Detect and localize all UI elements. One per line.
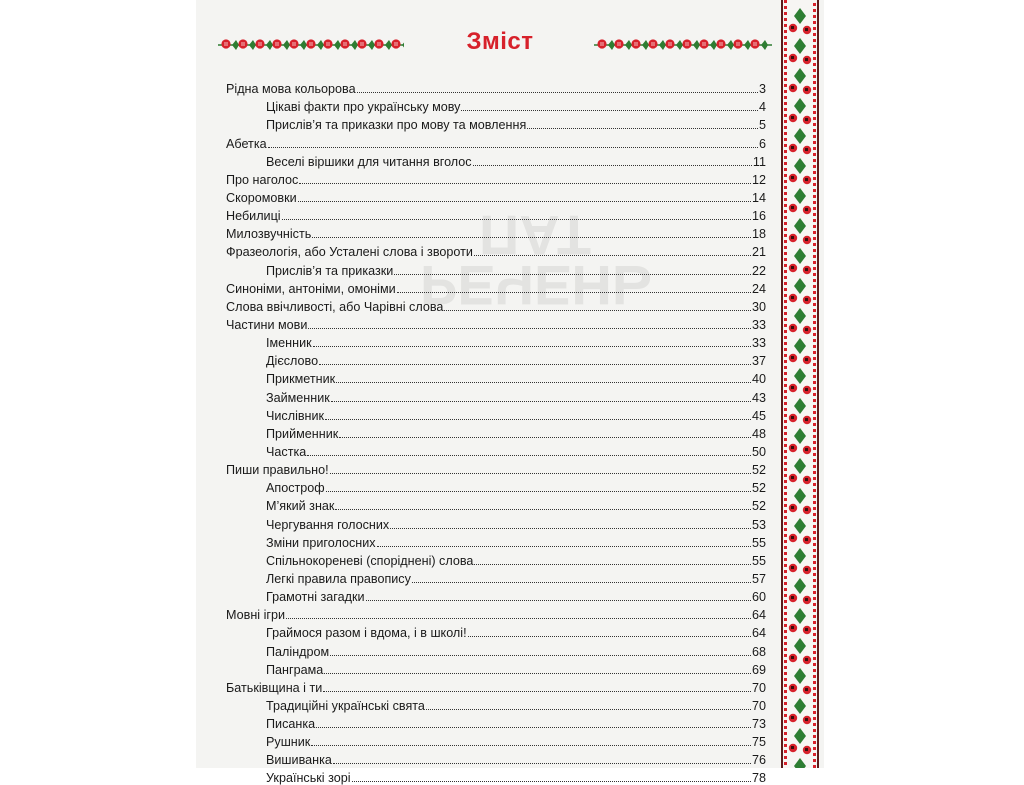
toc-entry-title: Цікаві факти про українську мову bbox=[266, 100, 461, 115]
toc-entry-page: 52 bbox=[751, 499, 766, 514]
toc-entry-page: 78 bbox=[751, 771, 766, 785]
toc-entry-title: Частини мови bbox=[226, 317, 308, 332]
toc-entry bbox=[226, 151, 766, 169]
toc-entry-title: Про наголос bbox=[226, 172, 299, 187]
dot-leader bbox=[298, 201, 751, 202]
toc-entry-page: 68 bbox=[751, 644, 766, 659]
toc-entry bbox=[226, 169, 766, 187]
toc-entry-page: 75 bbox=[751, 735, 766, 750]
toc-entry-page: 33 bbox=[751, 336, 766, 351]
dot-leader bbox=[426, 709, 751, 710]
toc-entry bbox=[226, 96, 766, 114]
toc-entry bbox=[226, 677, 766, 695]
toc-entry-page: 18 bbox=[751, 227, 766, 242]
toc-entry-page: 21 bbox=[751, 245, 766, 260]
toc-entry-title: Рушник bbox=[266, 735, 311, 750]
dot-leader bbox=[308, 328, 751, 329]
toc-entry-page: 52 bbox=[751, 481, 766, 496]
toc-entry-title: Прийменник bbox=[266, 426, 339, 441]
toc-entry-title: Іменник bbox=[266, 336, 312, 351]
dot-leader bbox=[474, 255, 751, 256]
toc-entry-page: 3 bbox=[758, 82, 766, 97]
dot-leader bbox=[444, 310, 751, 311]
toc-entry bbox=[226, 731, 766, 749]
toc-entry-title: Займенник bbox=[266, 390, 330, 405]
toc-entry bbox=[226, 205, 766, 223]
toc-entry-page: 64 bbox=[751, 626, 766, 641]
toc-entry-title: Традиційні українські свята bbox=[266, 698, 425, 713]
toc-entry-title: Легкі правила правопису bbox=[266, 571, 411, 586]
toc-entry-title: Рідна мова кольорова bbox=[226, 82, 356, 97]
embroidery-border-ornament bbox=[780, 0, 820, 768]
table-of-contents bbox=[226, 78, 766, 785]
dot-leader bbox=[312, 237, 751, 238]
toc-entry-page: 52 bbox=[751, 463, 766, 478]
dot-leader bbox=[286, 618, 751, 619]
toc-entry-page: 43 bbox=[751, 390, 766, 405]
toc-entry bbox=[226, 713, 766, 731]
toc-entry bbox=[226, 241, 766, 259]
toc-entry bbox=[226, 259, 766, 277]
dot-leader bbox=[339, 437, 751, 438]
toc-entry-page: 76 bbox=[751, 753, 766, 768]
toc-entry-page: 55 bbox=[751, 535, 766, 550]
toc-entry-title: Панграма bbox=[266, 662, 324, 677]
toc-entry bbox=[226, 640, 766, 658]
toc-entry bbox=[226, 296, 766, 314]
dot-leader bbox=[282, 219, 751, 220]
toc-entry bbox=[226, 495, 766, 513]
toc-entry-title: Грамотні загадки bbox=[266, 590, 365, 605]
dot-leader bbox=[299, 183, 751, 184]
toc-entry-page: 60 bbox=[751, 590, 766, 605]
toc-entry-page: 14 bbox=[751, 190, 766, 205]
dot-leader bbox=[331, 401, 751, 402]
dot-leader bbox=[325, 419, 751, 420]
toc-entry-page: 33 bbox=[751, 317, 766, 332]
toc-entry bbox=[226, 314, 766, 332]
toc-entry bbox=[226, 749, 766, 767]
toc-entry-title: Частка bbox=[266, 444, 307, 459]
toc-entry bbox=[226, 350, 766, 368]
dot-leader bbox=[390, 528, 751, 529]
toc-entry-page: 57 bbox=[751, 571, 766, 586]
dot-leader bbox=[468, 636, 751, 637]
toc-entry-title: Вишиванка bbox=[266, 753, 332, 768]
toc-entry-page: 45 bbox=[751, 408, 766, 423]
dot-leader bbox=[319, 364, 751, 365]
toc-entry bbox=[226, 132, 766, 150]
toc-entry-title: Милозвучність bbox=[226, 227, 312, 242]
toc-entry-page: 30 bbox=[751, 299, 766, 314]
toc-entry-title: Граймося разом і вдома, і в школі! bbox=[266, 626, 467, 641]
page-title: Зміст bbox=[466, 28, 534, 55]
toc-entry-title: Чергування голосних bbox=[266, 517, 390, 532]
toc-entry-title: Прикметник bbox=[266, 372, 336, 387]
toc-entry-title: Синоніми, антоніми, омоніми bbox=[226, 281, 396, 296]
toc-entry bbox=[226, 695, 766, 713]
dot-leader bbox=[330, 655, 751, 656]
toc-entry bbox=[226, 513, 766, 531]
toc-entry-title: Абетка bbox=[226, 136, 267, 151]
toc-entry-title: Небилиці bbox=[226, 209, 281, 224]
toc-entry-page: 48 bbox=[751, 426, 766, 441]
dot-leader bbox=[311, 745, 751, 746]
toc-entry bbox=[226, 114, 766, 132]
toc-entry-title: Прислів’я та приказки bbox=[266, 263, 394, 278]
dot-leader bbox=[377, 546, 751, 547]
toc-entry bbox=[226, 604, 766, 622]
toc-entry-title: Батьківщина і ти bbox=[226, 680, 323, 695]
toc-entry-page: 5 bbox=[758, 118, 766, 133]
dot-leader bbox=[473, 165, 752, 166]
toc-entry bbox=[226, 477, 766, 495]
toc-entry-page: 37 bbox=[751, 354, 766, 369]
toc-entry-title: Українські зорі bbox=[266, 771, 351, 785]
toc-entry-page: 50 bbox=[751, 444, 766, 459]
dot-leader bbox=[461, 110, 758, 111]
toc-entry-title: Спільнокореневі (споріднені) слова bbox=[266, 553, 474, 568]
dot-leader bbox=[307, 455, 751, 456]
toc-entry-page: 55 bbox=[751, 553, 766, 568]
toc-entry-title: М’який знак bbox=[266, 499, 335, 514]
toc-entry-page: 11 bbox=[752, 154, 766, 169]
dot-leader bbox=[357, 92, 758, 93]
toc-entry-page: 24 bbox=[751, 281, 766, 296]
toc-entry-title: Пиши правильно! bbox=[226, 463, 329, 478]
toc-entry bbox=[226, 78, 766, 96]
toc-entry-title: Дієслово bbox=[266, 354, 319, 369]
toc-entry bbox=[226, 767, 766, 785]
toc-entry bbox=[226, 459, 766, 477]
toc-entry-page: 40 bbox=[751, 372, 766, 387]
toc-entry-title: Апостроф bbox=[266, 481, 325, 496]
toc-entry-page: 6 bbox=[758, 136, 766, 151]
dot-leader bbox=[330, 473, 751, 474]
dot-leader bbox=[412, 582, 751, 583]
toc-entry-title: Фразеологія, або Усталені слова і звороти bbox=[226, 245, 473, 260]
toc-entry bbox=[226, 441, 766, 459]
toc-entry bbox=[226, 568, 766, 586]
toc-entry-page: 69 bbox=[751, 662, 766, 677]
dot-leader bbox=[333, 763, 751, 764]
show-through-watermark: РЕЧЕНЬ ПАТ bbox=[420, 204, 653, 317]
toc-entry bbox=[226, 423, 766, 441]
dot-leader bbox=[366, 600, 751, 601]
toc-entry bbox=[226, 532, 766, 550]
dot-leader bbox=[397, 292, 751, 293]
dot-leader bbox=[268, 147, 758, 148]
toc-entry-page: 53 bbox=[751, 517, 766, 532]
toc-entry bbox=[226, 659, 766, 677]
toc-entry bbox=[226, 586, 766, 604]
dot-leader bbox=[316, 727, 751, 728]
toc-entry-page: 70 bbox=[751, 680, 766, 695]
toc-entry-title: Писанка bbox=[266, 717, 316, 732]
dot-leader bbox=[335, 509, 751, 510]
toc-entry-page: 64 bbox=[751, 608, 766, 623]
toc-entry-page: 73 bbox=[751, 717, 766, 732]
dot-leader bbox=[326, 491, 751, 492]
toc-entry bbox=[226, 278, 766, 296]
toc-entry bbox=[226, 405, 766, 423]
toc-entry-page: 16 bbox=[751, 209, 766, 224]
left-header-ornament bbox=[218, 34, 404, 56]
dot-leader bbox=[527, 128, 758, 129]
toc-entry-title: Веселі віршики для читання вголос bbox=[266, 154, 472, 169]
toc-entry bbox=[226, 368, 766, 386]
toc-entry-title: Паліндром bbox=[266, 644, 330, 659]
toc-entry-title: Слова ввічливості, або Чарівні слова bbox=[226, 299, 444, 314]
toc-entry bbox=[226, 622, 766, 640]
toc-entry-title: Прислів’я та приказки про мову та мовлення bbox=[266, 118, 527, 133]
right-header-ornament bbox=[594, 34, 772, 56]
toc-entry bbox=[226, 550, 766, 568]
toc-entry-title: Зміни приголосних bbox=[266, 535, 376, 550]
dot-leader bbox=[324, 673, 751, 674]
dot-leader bbox=[394, 274, 751, 275]
toc-entry bbox=[226, 223, 766, 241]
dot-leader bbox=[352, 781, 751, 782]
toc-entry bbox=[226, 386, 766, 404]
toc-entry-title: Скоромовки bbox=[226, 190, 297, 205]
toc-entry bbox=[226, 332, 766, 350]
toc-entry-page: 4 bbox=[758, 100, 766, 115]
dot-leader bbox=[474, 564, 751, 565]
dot-leader bbox=[313, 346, 751, 347]
toc-entry-title: Мовні ігри bbox=[226, 608, 286, 623]
toc-entry-page: 70 bbox=[751, 698, 766, 713]
dot-leader bbox=[323, 691, 751, 692]
toc-entry-page: 22 bbox=[751, 263, 766, 278]
toc-entry-title: Числівник bbox=[266, 408, 325, 423]
dot-leader bbox=[336, 382, 751, 383]
toc-entry bbox=[226, 187, 766, 205]
toc-entry-page: 12 bbox=[751, 172, 766, 187]
